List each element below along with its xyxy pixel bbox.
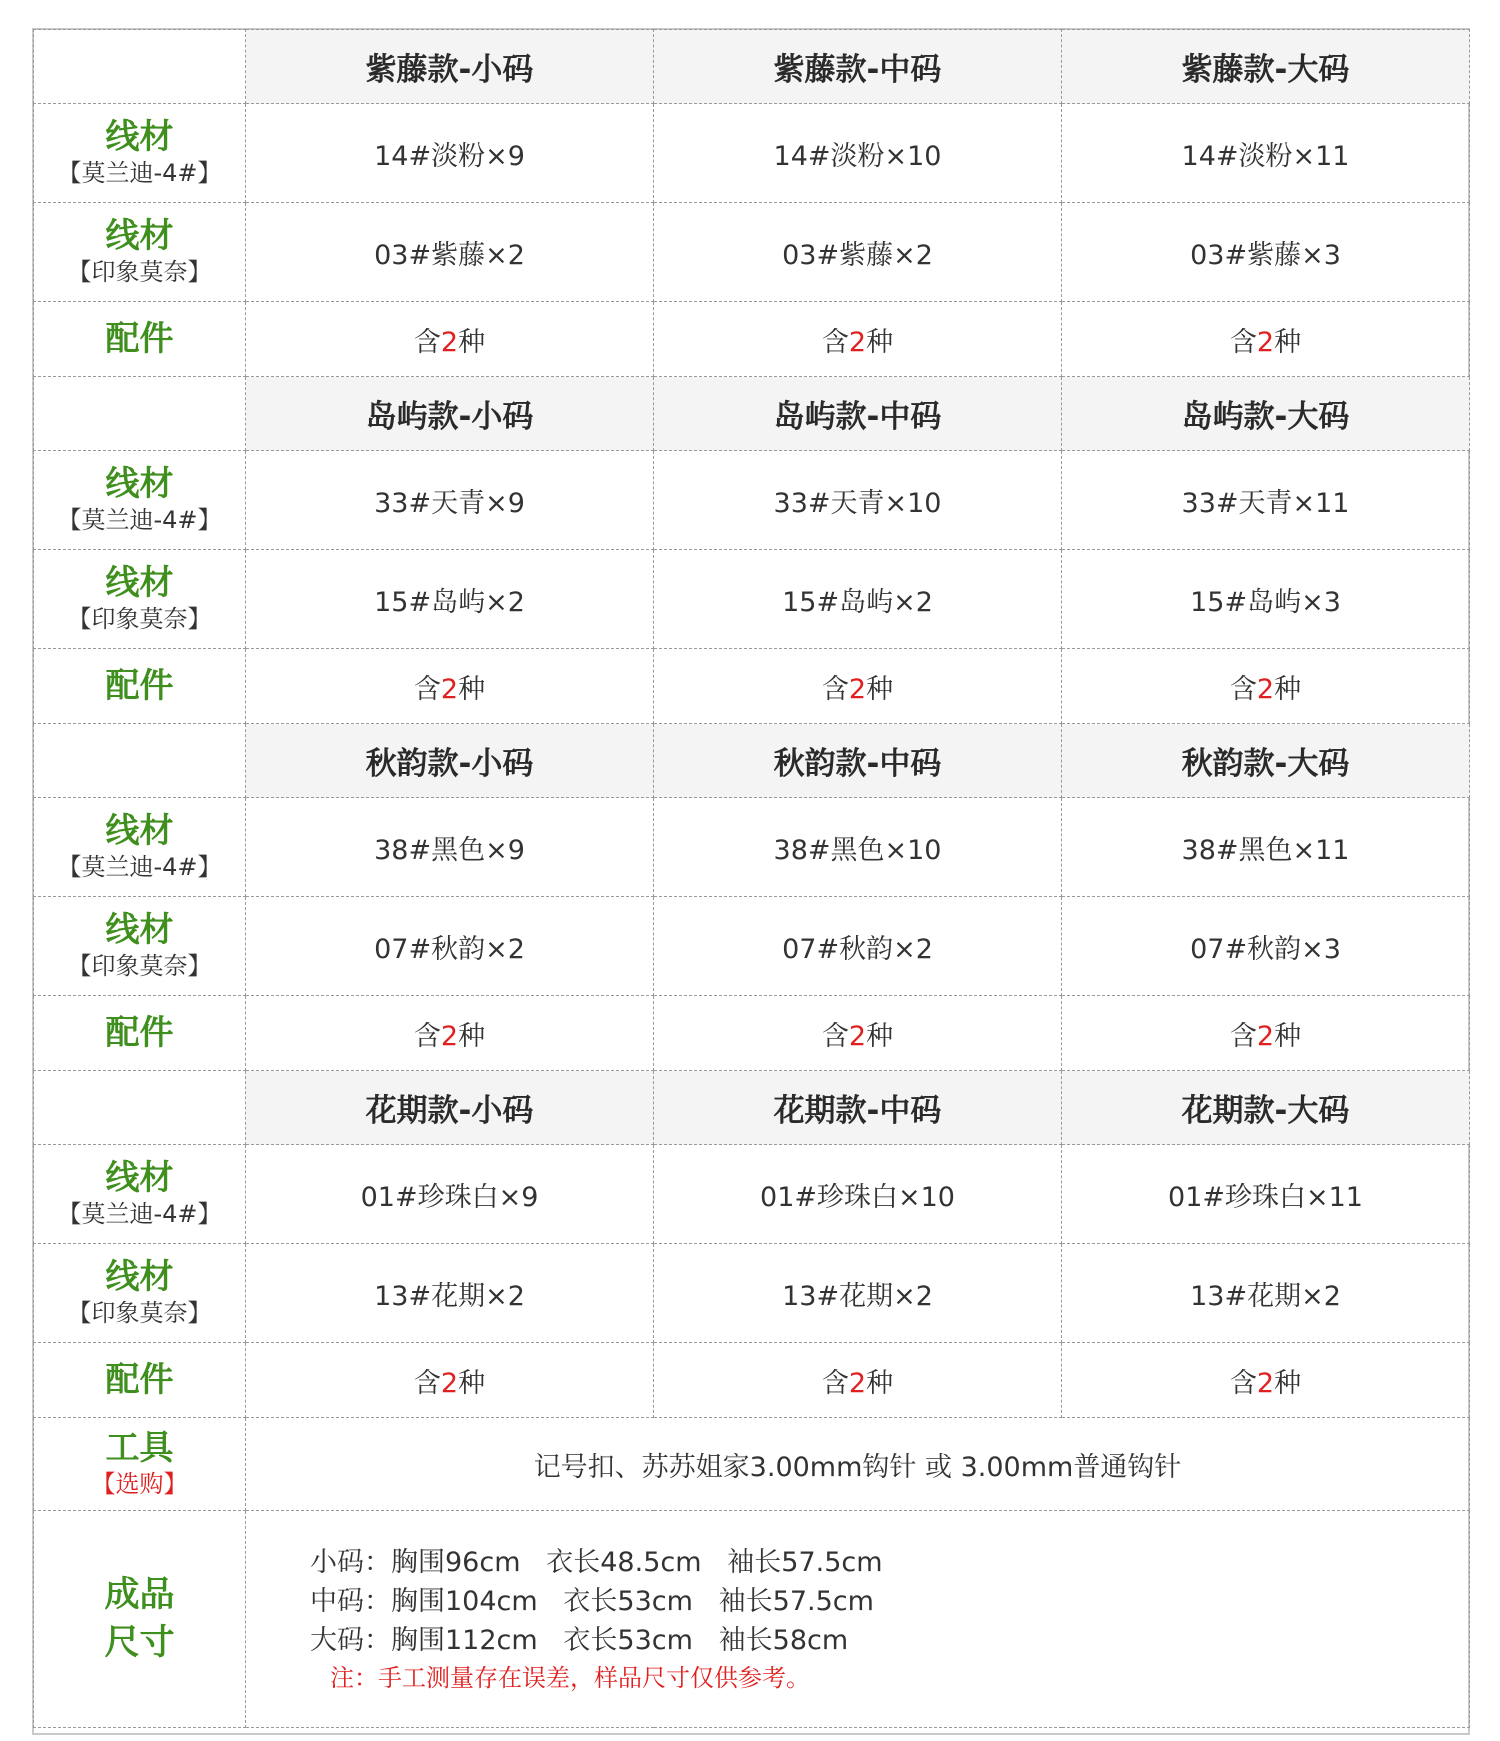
yarn-value-cell xyxy=(246,550,654,649)
yarn-value: 33#天青×10 xyxy=(773,487,942,519)
yarn-row xyxy=(34,451,1470,550)
yarn-value-cell xyxy=(246,1145,654,1244)
yarn-value: 15#岛屿×2 xyxy=(374,586,525,618)
yarn-value: 14#淡粉×10 xyxy=(773,140,942,172)
style-size-header: 秋韵款-中码 xyxy=(654,724,1062,798)
yarn-value-cell xyxy=(654,1145,1062,1244)
accessory-suffix: 种 xyxy=(1274,1367,1302,1399)
yarn-value: 33#天青×9 xyxy=(374,487,525,519)
yarn-label: 线材 xyxy=(105,910,174,950)
yarn-value: 03#紫藤×2 xyxy=(374,239,525,271)
accessory-value-cell xyxy=(1062,1343,1470,1418)
yarn-label-cell xyxy=(34,550,246,649)
size-value-cell xyxy=(246,1511,1470,1728)
accessory-value-cell xyxy=(654,302,1062,377)
yarn-label-cell xyxy=(34,451,246,550)
accessory-count: 2 xyxy=(440,673,459,705)
accessory-suffix: 种 xyxy=(866,326,894,358)
accessory-value xyxy=(1230,1368,1301,1399)
accessory-count: 2 xyxy=(1256,1367,1275,1399)
accessory-value-cell xyxy=(1062,996,1470,1071)
style-size-header: 紫藤款-大码 xyxy=(1062,30,1470,104)
accessory-suffix: 种 xyxy=(458,326,486,358)
accessory-value xyxy=(822,1021,893,1052)
tool-label-cell xyxy=(34,1418,246,1511)
tool-label: 工具 xyxy=(105,1428,174,1468)
yarn-value: 01#珍珠白×10 xyxy=(760,1181,955,1213)
accessory-prefix: 含 xyxy=(413,326,441,358)
accessory-value-cell xyxy=(654,996,1062,1071)
yarn-label: 线材 xyxy=(105,1158,174,1198)
accessory-row xyxy=(34,1343,1470,1418)
accessory-count: 2 xyxy=(848,1367,867,1399)
yarn-value: 07#秋韵×2 xyxy=(374,933,525,965)
accessory-value-cell xyxy=(246,649,654,724)
yarn-label: 线材 xyxy=(105,216,174,256)
yarn-row xyxy=(34,798,1470,897)
accessory-suffix: 种 xyxy=(458,673,486,705)
accessory-suffix: 种 xyxy=(458,1020,486,1052)
header-blank-cell xyxy=(34,724,246,798)
style-size-header: 花期款-小码 xyxy=(246,1071,654,1145)
accessory-count: 2 xyxy=(440,326,459,358)
style-header-row xyxy=(34,724,1470,798)
accessory-label: 配件 xyxy=(105,319,174,359)
yarn-value-cell xyxy=(654,1244,1062,1343)
accessory-prefix: 含 xyxy=(413,1020,441,1052)
style-size-header: 岛屿款-小码 xyxy=(246,377,654,451)
yarn-value-cell xyxy=(246,203,654,302)
accessory-value xyxy=(414,674,485,705)
yarn-value: 13#花期×2 xyxy=(1190,1280,1341,1312)
size-row xyxy=(34,1511,1470,1728)
yarn-value: 01#珍珠白×9 xyxy=(360,1181,539,1213)
accessory-value-cell xyxy=(1062,302,1470,377)
size-line-small: 小码：胸围96cm 衣长48.5cm 袖长57.5cm xyxy=(310,1546,883,1578)
yarn-value-cell xyxy=(246,451,654,550)
accessory-value-cell xyxy=(654,1343,1062,1418)
style-size-header: 秋韵款-大码 xyxy=(1062,724,1470,798)
accessory-label: 配件 xyxy=(105,666,174,706)
yarn-brand-label: 【莫兰迪-4#】 xyxy=(57,506,222,534)
accessory-prefix: 含 xyxy=(1229,673,1257,705)
accessory-count: 2 xyxy=(1256,1020,1275,1052)
accessory-value-cell xyxy=(1062,649,1470,724)
yarn-row xyxy=(34,1145,1470,1244)
accessory-label-cell xyxy=(34,302,246,377)
yarn-value: 38#黑色×10 xyxy=(773,834,942,866)
yarn-value-cell xyxy=(1062,897,1470,996)
yarn-brand-label: 【印象莫奈】 xyxy=(67,1299,212,1327)
yarn-brand-label: 【印象莫奈】 xyxy=(67,258,212,286)
accessory-count: 2 xyxy=(848,1020,867,1052)
yarn-value-cell xyxy=(246,897,654,996)
materials-table-panel xyxy=(32,28,1470,1735)
accessory-value xyxy=(822,1368,893,1399)
accessory-value-cell xyxy=(246,1343,654,1418)
yarn-value-cell xyxy=(246,1244,654,1343)
accessory-value xyxy=(1230,327,1301,358)
materials-table xyxy=(33,29,1470,1728)
yarn-brand-label: 【莫兰迪-4#】 xyxy=(57,1200,222,1228)
accessory-suffix: 种 xyxy=(866,673,894,705)
accessory-prefix: 含 xyxy=(1229,1367,1257,1399)
accessory-suffix: 种 xyxy=(1274,326,1302,358)
accessory-value xyxy=(1230,1021,1301,1052)
yarn-label-cell xyxy=(34,1145,246,1244)
accessory-value xyxy=(414,1368,485,1399)
accessory-prefix: 含 xyxy=(413,1367,441,1399)
yarn-value-cell xyxy=(1062,798,1470,897)
yarn-brand-label: 【莫兰迪-4#】 xyxy=(57,159,222,187)
yarn-value-cell xyxy=(1062,1244,1470,1343)
size-line-medium: 中码：胸围104cm 衣长53cm 袖长57.5cm xyxy=(310,1585,874,1617)
accessory-label-cell xyxy=(34,1343,246,1418)
yarn-brand-label: 【印象莫奈】 xyxy=(67,605,212,633)
style-size-header: 花期款-大码 xyxy=(1062,1071,1470,1145)
yarn-value-cell xyxy=(1062,1145,1470,1244)
yarn-value-cell xyxy=(1062,104,1470,203)
yarn-value-cell xyxy=(654,550,1062,649)
header-blank-cell xyxy=(34,1071,246,1145)
tool-row xyxy=(34,1418,1470,1511)
accessory-row xyxy=(34,996,1470,1071)
yarn-value: 13#花期×2 xyxy=(374,1280,525,1312)
yarn-label: 线材 xyxy=(105,464,174,504)
yarn-value-cell xyxy=(654,451,1062,550)
accessory-label: 配件 xyxy=(105,1013,174,1053)
accessory-value-cell xyxy=(246,996,654,1071)
accessory-prefix: 含 xyxy=(1229,1020,1257,1052)
accessory-value-cell xyxy=(246,302,654,377)
accessory-value xyxy=(1230,674,1301,705)
accessory-prefix: 含 xyxy=(821,326,849,358)
yarn-row xyxy=(34,1244,1470,1343)
yarn-brand-label: 【印象莫奈】 xyxy=(67,952,212,980)
yarn-label: 线材 xyxy=(105,811,174,851)
style-size-header: 花期款-中码 xyxy=(654,1071,1062,1145)
yarn-value: 38#黑色×9 xyxy=(374,834,525,866)
accessory-count: 2 xyxy=(848,673,867,705)
yarn-row xyxy=(34,550,1470,649)
accessory-suffix: 种 xyxy=(1274,673,1302,705)
accessory-label-cell xyxy=(34,649,246,724)
yarn-value: 01#珍珠白×11 xyxy=(1168,1181,1363,1213)
yarn-value: 03#紫藤×3 xyxy=(1190,239,1341,271)
accessory-value xyxy=(414,1021,485,1052)
accessory-prefix: 含 xyxy=(821,1367,849,1399)
accessory-row xyxy=(34,649,1470,724)
header-blank-cell xyxy=(34,377,246,451)
accessory-row xyxy=(34,302,1470,377)
yarn-label: 线材 xyxy=(105,117,174,157)
size-label-line1: 成品 xyxy=(104,1575,175,1615)
yarn-label: 线材 xyxy=(105,563,174,603)
yarn-row xyxy=(34,104,1470,203)
accessory-count: 2 xyxy=(1256,673,1275,705)
size-line-large: 大码：胸围112cm 衣长53cm 袖长58cm xyxy=(310,1624,849,1656)
accessory-value xyxy=(414,327,485,358)
yarn-value: 38#黑色×11 xyxy=(1181,834,1350,866)
yarn-label-cell xyxy=(34,104,246,203)
yarn-brand-label: 【莫兰迪-4#】 xyxy=(57,853,222,881)
yarn-label-cell xyxy=(34,203,246,302)
accessory-suffix: 种 xyxy=(458,1367,486,1399)
yarn-value-cell xyxy=(1062,203,1470,302)
yarn-label: 线材 xyxy=(105,1257,174,1297)
accessory-prefix: 含 xyxy=(1229,326,1257,358)
style-size-header: 紫藤款-小码 xyxy=(246,30,654,104)
yarn-value-cell xyxy=(654,897,1062,996)
accessory-count: 2 xyxy=(440,1020,459,1052)
accessory-prefix: 含 xyxy=(821,1020,849,1052)
yarn-value: 13#花期×2 xyxy=(782,1280,933,1312)
yarn-value-cell xyxy=(654,104,1062,203)
yarn-value: 07#秋韵×2 xyxy=(782,933,933,965)
style-size-header: 秋韵款-小码 xyxy=(246,724,654,798)
yarn-value: 15#岛屿×2 xyxy=(782,586,933,618)
size-note: 注：手工测量存在误差，样品尺寸仅供参考。 xyxy=(330,1663,810,1692)
yarn-value-cell xyxy=(654,203,1062,302)
tool-text: 记号扣、苏苏姐家3.00mm钩针 或 3.00mm普通钩针 xyxy=(533,1451,1182,1483)
yarn-value: 14#淡粉×9 xyxy=(374,140,525,172)
yarn-value-cell xyxy=(246,798,654,897)
accessory-label-cell xyxy=(34,996,246,1071)
yarn-value: 07#秋韵×3 xyxy=(1190,933,1341,965)
accessory-suffix: 种 xyxy=(1274,1020,1302,1052)
style-size-header: 岛屿款-中码 xyxy=(654,377,1062,451)
yarn-value: 15#岛屿×3 xyxy=(1190,586,1341,618)
accessory-label: 配件 xyxy=(105,1360,174,1400)
tool-value-cell xyxy=(246,1418,1470,1511)
accessory-suffix: 种 xyxy=(866,1020,894,1052)
accessory-prefix: 含 xyxy=(821,673,849,705)
accessory-prefix: 含 xyxy=(413,673,441,705)
size-label-line2: 尺寸 xyxy=(104,1623,175,1663)
yarn-value: 03#紫藤×2 xyxy=(782,239,933,271)
yarn-value-cell xyxy=(1062,550,1470,649)
style-header-row xyxy=(34,1071,1470,1145)
yarn-row xyxy=(34,897,1470,996)
yarn-value-cell xyxy=(246,104,654,203)
yarn-label-cell xyxy=(34,1244,246,1343)
accessory-suffix: 种 xyxy=(866,1367,894,1399)
tool-optional-note: 【选购】 xyxy=(91,1470,188,1498)
style-size-header: 岛屿款-大码 xyxy=(1062,377,1470,451)
style-header-row xyxy=(34,377,1470,451)
yarn-value-cell xyxy=(1062,451,1470,550)
yarn-label-cell xyxy=(34,897,246,996)
yarn-value: 33#天青×11 xyxy=(1181,487,1350,519)
accessory-count: 2 xyxy=(440,1367,459,1399)
style-size-header: 紫藤款-中码 xyxy=(654,30,1062,104)
size-label-cell xyxy=(34,1511,246,1728)
yarn-row xyxy=(34,203,1470,302)
accessory-count: 2 xyxy=(1256,326,1275,358)
style-header-row xyxy=(34,30,1470,104)
yarn-value: 14#淡粉×11 xyxy=(1181,140,1350,172)
accessory-value-cell xyxy=(654,649,1062,724)
accessory-count: 2 xyxy=(848,326,867,358)
header-blank-cell xyxy=(34,30,246,104)
yarn-label-cell xyxy=(34,798,246,897)
accessory-value xyxy=(822,327,893,358)
yarn-value-cell xyxy=(654,798,1062,897)
accessory-value xyxy=(822,674,893,705)
